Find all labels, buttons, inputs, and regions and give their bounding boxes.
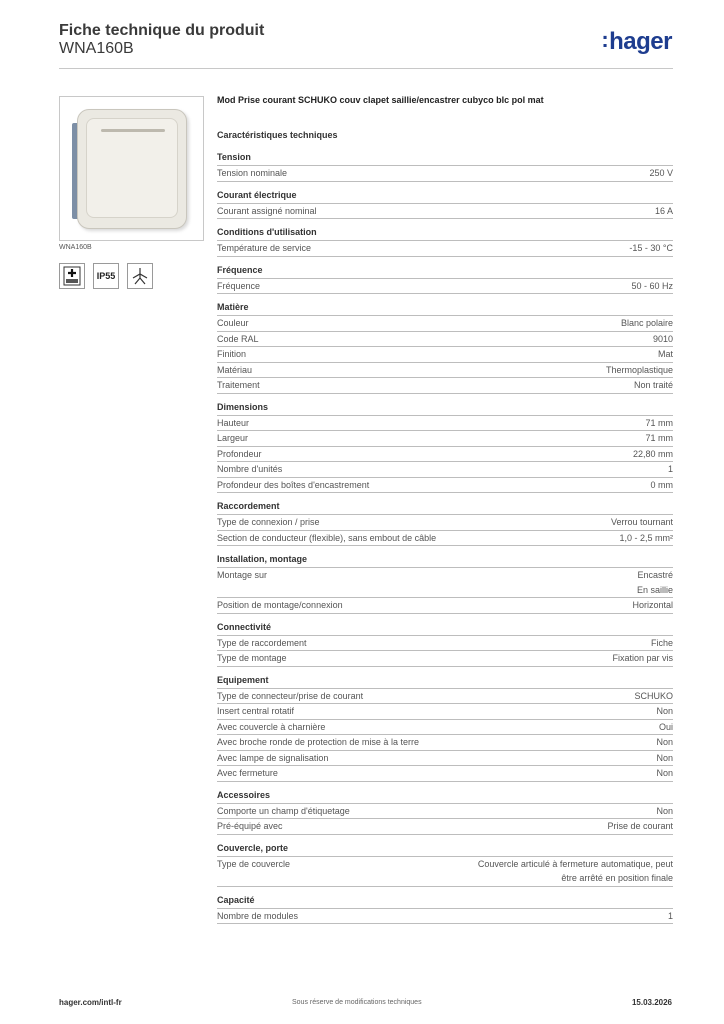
surface-mount-icon: [127, 263, 153, 289]
spec-row: [217, 635, 673, 651]
spec-row: [217, 719, 673, 735]
spec-value: 1: [667, 910, 673, 921]
footer-website: hager.com/intl-fr: [59, 998, 122, 1007]
spec-value: Non: [656, 752, 673, 763]
spec-label: Largeur: [217, 433, 249, 443]
spec-group-title: Dimensions: [217, 401, 269, 412]
spec-value: Encastré En saillie: [636, 570, 673, 595]
spec-row: [217, 203, 673, 220]
spec-row: [217, 688, 673, 704]
spec-value: 0 mm: [650, 479, 673, 490]
spec-group-title: Tension: [217, 152, 251, 162]
spec-row: [217, 567, 673, 597]
spec-label: Nombre d'unités: [217, 464, 283, 474]
spec-label: Avec broche ronde de protection de mise à la terre: [217, 737, 419, 747]
spec-group-title: Couvercle, porte: [217, 842, 289, 853]
spec-row: [217, 734, 673, 750]
spec-label: Montage sur: [217, 570, 268, 580]
spec-rows: [217, 514, 673, 546]
spec-rows: [217, 315, 673, 394]
spec-value: Fiche: [650, 637, 673, 648]
spec-value: Blanc polaire: [620, 318, 673, 328]
spec-label: Type de connecteur/prise de courant: [217, 690, 364, 701]
spec-row: [217, 650, 673, 667]
spec-group-title: Courant électrique: [217, 189, 297, 200]
spec-value: 22,80 mm: [632, 448, 673, 459]
spec-label: Insert central rotatif: [217, 706, 295, 716]
spec-groups: [217, 150, 673, 924]
spec-rows: [217, 415, 673, 494]
spec-value: Non: [656, 737, 673, 747]
spec-row: [217, 461, 673, 477]
spec-row: [217, 477, 673, 494]
spec-row: [217, 315, 673, 331]
spec-value: 1,0 - 2,5 mm²: [619, 532, 673, 543]
hager-logo: [601, 28, 672, 56]
spec-group: [217, 188, 673, 220]
spec-group: [217, 400, 673, 494]
spec-rows: [217, 203, 673, 220]
spec-label: Type de raccordement: [217, 637, 307, 648]
spec-label: Matériau: [217, 364, 253, 375]
spec-label: Type de montage: [217, 653, 287, 663]
spec-row: [217, 514, 673, 530]
spec-value: 71 mm: [645, 417, 673, 428]
spec-group-title: Conditions d'utilisation: [217, 227, 317, 237]
spec-value: Prise de courant: [607, 821, 673, 831]
spec-row: [217, 331, 673, 347]
spec-row: [217, 165, 673, 182]
spec-label: Température de service: [217, 243, 312, 253]
spec-group-title: Accessoires: [217, 789, 271, 800]
spec-rows: [217, 635, 673, 667]
spec-rows: [217, 688, 673, 782]
spec-value: Non: [656, 768, 673, 778]
spec-group-title: Connectivité: [217, 621, 272, 632]
spec-rows: [217, 567, 673, 614]
spec-row: [217, 278, 673, 295]
spec-value: -15 - 30 °C: [629, 243, 673, 253]
spec-value: Non: [656, 706, 673, 716]
spec-rows: [217, 856, 673, 887]
logo-colon-mark: :: [601, 27, 609, 52]
spec-row: [217, 240, 673, 257]
spec-row: [217, 856, 673, 887]
spec-row: [217, 530, 673, 547]
spec-label: Code RAL: [217, 333, 259, 344]
spec-content: [217, 95, 673, 930]
spec-value: Non: [656, 805, 673, 816]
spec-value: Couvercle articulé à fermeture automatique, peut être arrêté en position finale: [477, 858, 673, 883]
spec-group-title: Capacité: [217, 894, 255, 905]
spec-rows: [217, 803, 673, 835]
spec-row: [217, 818, 673, 835]
spec-row: [217, 908, 673, 925]
spec-value: Horizontal: [632, 600, 673, 610]
logo-text: hager: [609, 28, 672, 55]
spec-rows: [217, 165, 673, 182]
header-divider: [59, 68, 673, 69]
spec-label: Profondeur des boîtes d'encastrement: [217, 479, 370, 490]
spec-row: [217, 430, 673, 446]
spec-row: [217, 803, 673, 819]
spec-value: 250 V: [649, 168, 673, 178]
spec-label: Pré-équipé avec: [217, 821, 283, 831]
footer-date: 15.03.2026: [631, 998, 672, 1007]
spec-label: Courant assigné nominal: [217, 205, 317, 216]
spec-group: [217, 150, 673, 182]
spec-label: Tension nominale: [217, 168, 288, 178]
spec-value: Thermoplastique: [605, 364, 673, 375]
spec-group: [217, 300, 673, 394]
spec-rows: [217, 240, 673, 257]
spec-value: 50 - 60 Hz: [631, 280, 673, 291]
image-caption: WNA160B: [59, 244, 92, 251]
spec-label: Position de montage/connexion: [217, 600, 343, 610]
spec-label: Profondeur: [217, 448, 262, 459]
spec-label: Nombre de modules: [217, 910, 299, 921]
spec-group: [217, 788, 673, 835]
spec-label: Hauteur: [217, 417, 250, 428]
spec-group-title: Installation, montage: [217, 554, 308, 564]
spec-value: Mat: [657, 349, 673, 359]
certification-badges: [59, 263, 153, 289]
spec-value: Verrou tournant: [610, 517, 673, 527]
spec-group-title: Equipement: [217, 674, 269, 685]
spec-value: 16 A: [654, 205, 673, 216]
spec-row: [217, 446, 673, 462]
spec-row: [217, 415, 673, 431]
spec-label: Type de connexion / prise: [217, 517, 320, 527]
spec-row: [217, 377, 673, 394]
product-image: [59, 96, 204, 241]
spec-label: Avec lampe de signalisation: [217, 752, 329, 763]
spec-group: [217, 263, 673, 295]
socket-lid: [86, 118, 178, 218]
spec-group: [217, 225, 673, 257]
spec-rows: [217, 278, 673, 295]
spec-value: 9010: [652, 333, 673, 344]
product-description: Mod Prise courant SCHUKO couv clapet saillie/encastrer cubyco blc pol mat: [217, 95, 544, 105]
footer-notice: Sous réserve de modifications techniques: [292, 999, 422, 1006]
spec-group: [217, 499, 673, 546]
spec-group: [217, 841, 673, 887]
spec-group-title: Fréquence: [217, 264, 263, 275]
spec-group-title: Matière: [217, 302, 249, 312]
spec-value: Fixation par vis: [612, 653, 673, 663]
spec-row: [217, 362, 673, 378]
socket-lid-slot: [101, 129, 165, 132]
spec-value: 1: [667, 464, 673, 474]
socket-cover-plate: [77, 109, 187, 229]
spec-rows: [217, 908, 673, 925]
spec-label: Section de conducteur (flexible), sans embout de câble: [217, 532, 437, 543]
spec-label: Fréquence: [217, 280, 261, 291]
spec-value: SCHUKO: [634, 690, 673, 701]
earth-protection-icon: [59, 263, 85, 289]
spec-row: [217, 703, 673, 719]
spec-label: Avec fermeture: [217, 768, 278, 778]
spec-row: [217, 765, 673, 782]
spec-group: [217, 620, 673, 667]
spec-row: [217, 346, 673, 362]
spec-value: Oui: [658, 721, 673, 732]
spec-group: [217, 893, 673, 925]
spec-group-title: Raccordement: [217, 501, 280, 511]
page-title: Fiche technique du produit: [59, 22, 265, 39]
spec-label: Comporte un champ d'étiquetage: [217, 805, 350, 816]
spec-row: [217, 597, 673, 614]
spec-label: Couleur: [217, 318, 249, 328]
spec-value: 71 mm: [645, 433, 673, 443]
spec-label: Traitement: [217, 380, 260, 390]
product-reference: WNA160B: [59, 40, 134, 57]
spec-label: Finition: [217, 349, 247, 359]
spec-label: Type de couvercle: [217, 858, 291, 869]
specs-heading: Caractéristiques techniques: [217, 130, 338, 140]
spec-value: Non traité: [633, 380, 673, 390]
spec-row: [217, 750, 673, 766]
ip55-badge: IP55: [93, 263, 119, 289]
spec-group: [217, 673, 673, 782]
spec-group: [217, 552, 673, 614]
spec-label: Avec couvercle à charnière: [217, 721, 326, 732]
